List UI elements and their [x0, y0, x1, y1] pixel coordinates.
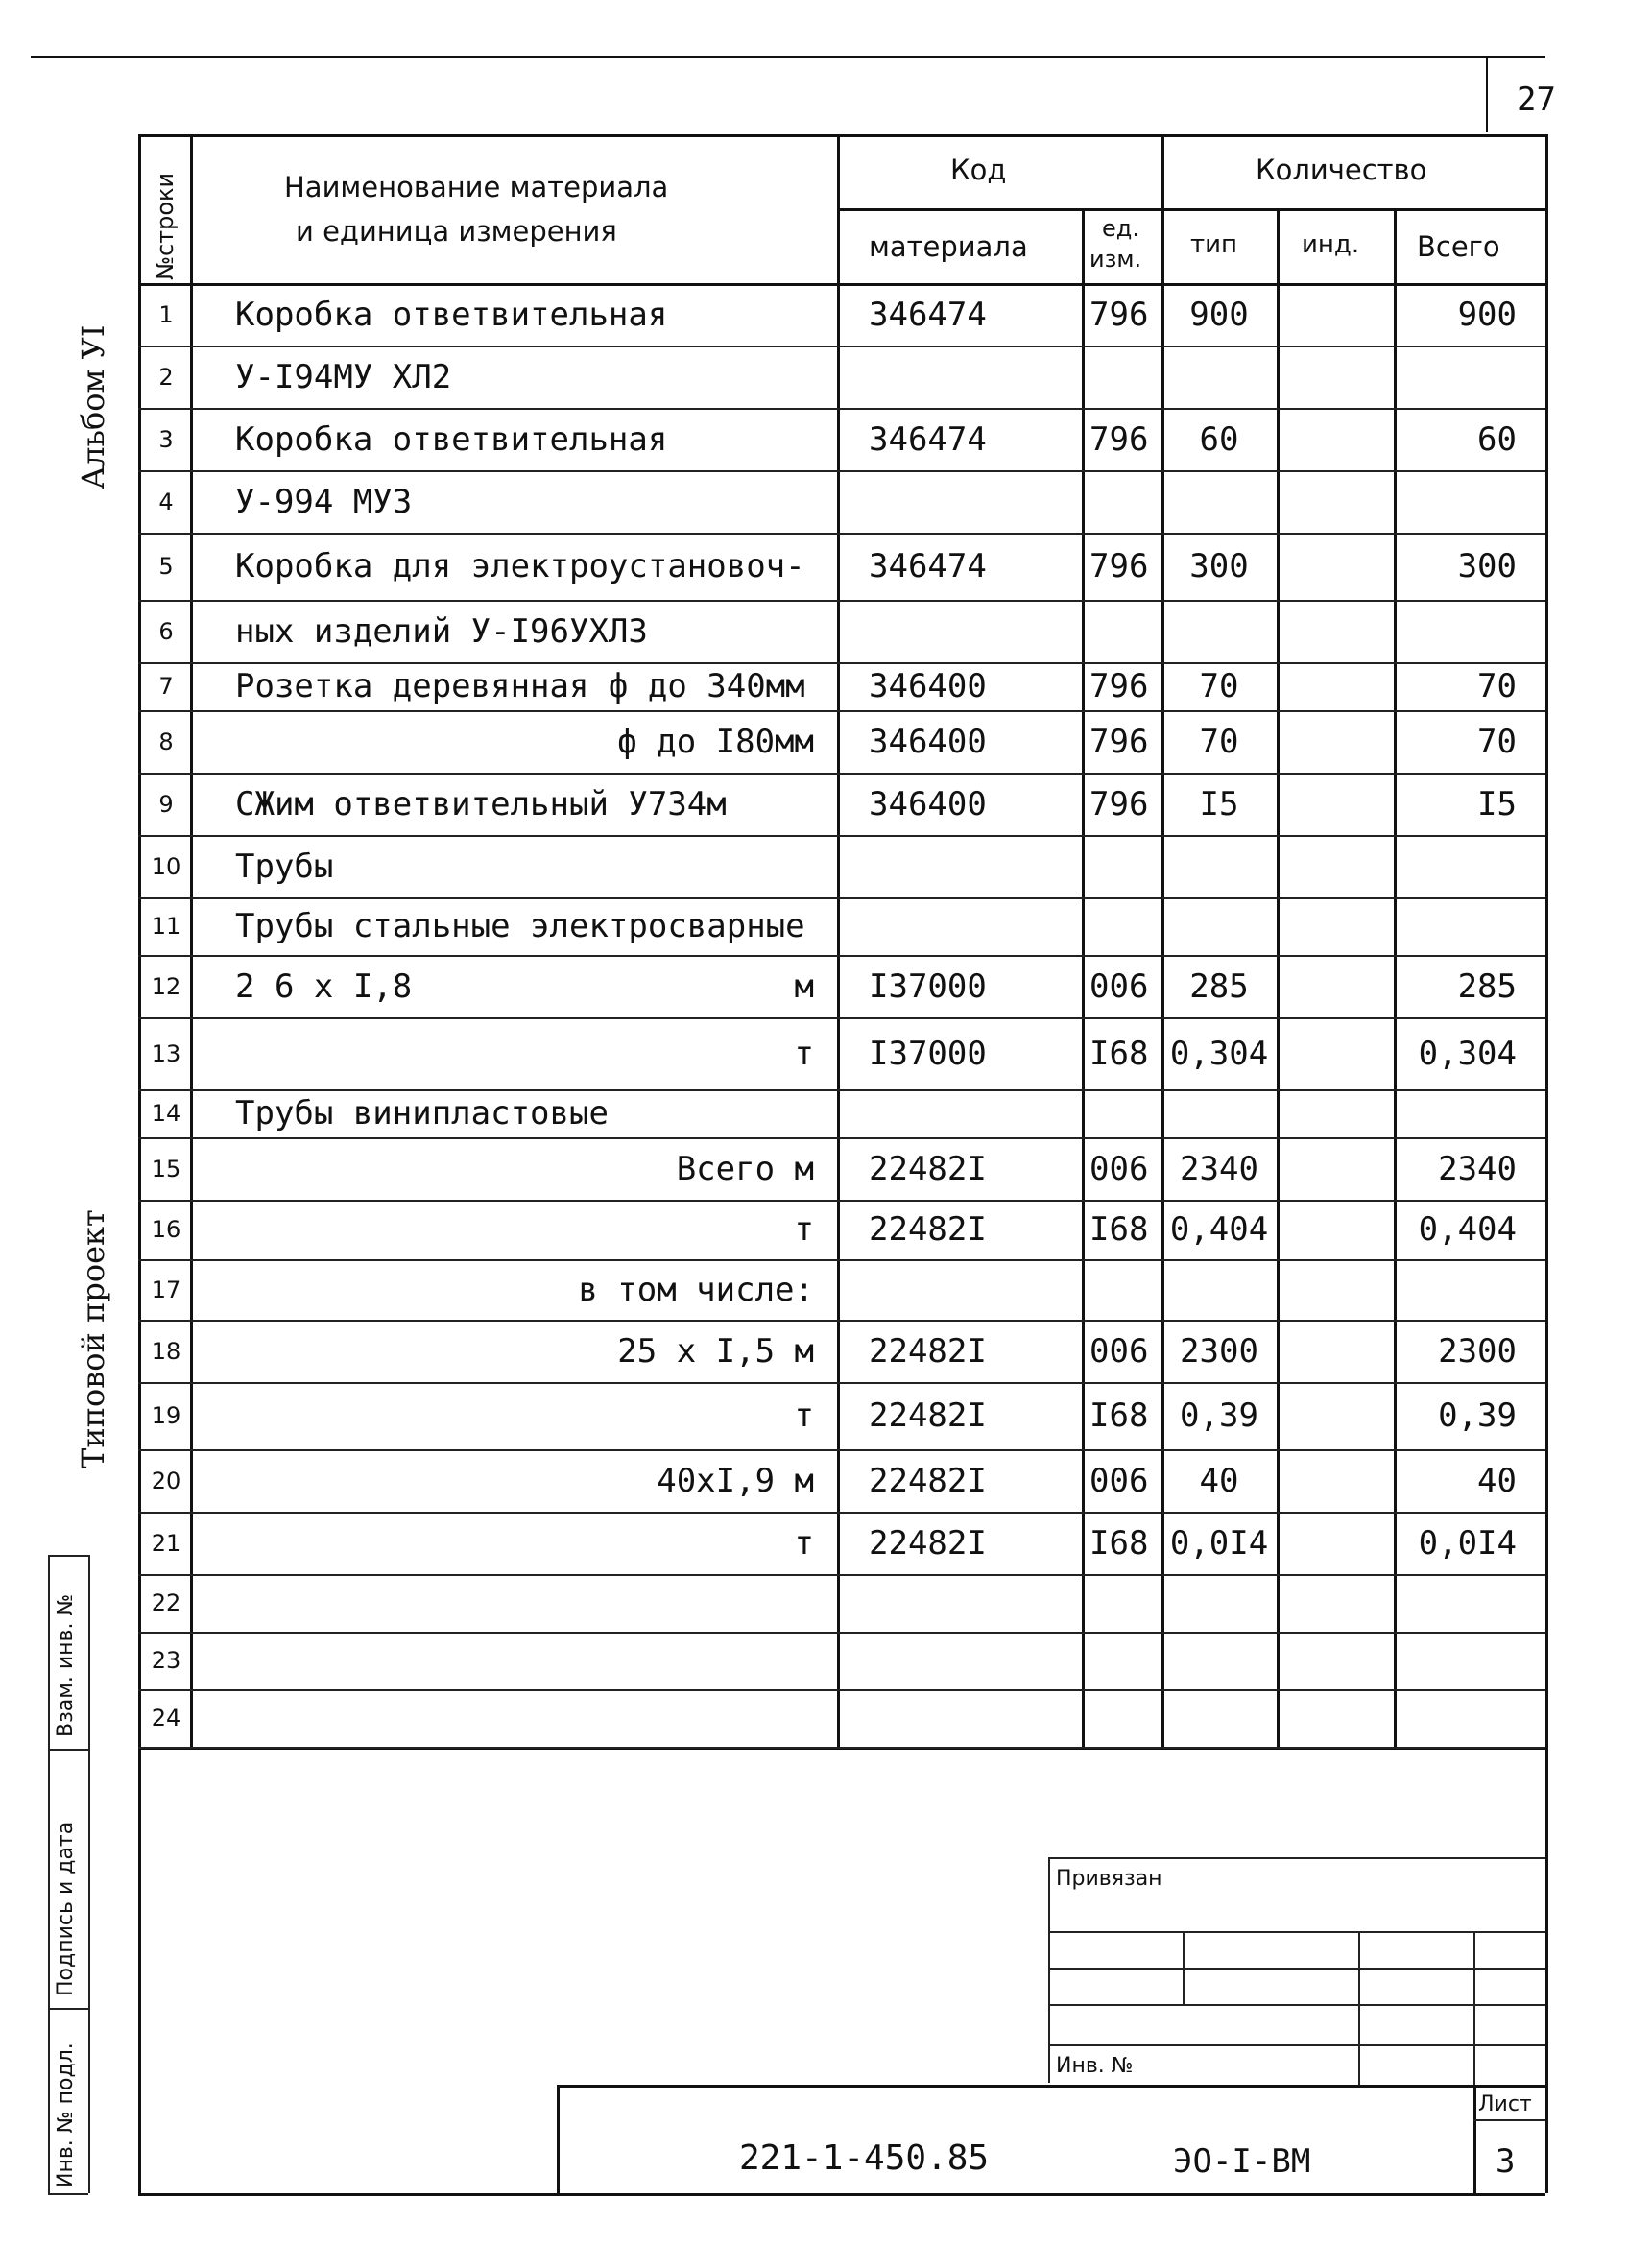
row-name-right: Всего м [676, 1149, 814, 1188]
row-number: 18 [151, 1337, 181, 1365]
row-number: 24 [151, 1705, 181, 1731]
stamp-grid-v2 [1358, 1931, 1360, 2085]
row-unit: 796 [1089, 667, 1149, 705]
stamp-sep-1 [48, 1555, 88, 1557]
row-tip: 70 [1199, 722, 1239, 761]
row-number: 10 [151, 852, 181, 880]
row-name-right: в том числе: [578, 1270, 814, 1309]
row-divider [138, 600, 1545, 602]
page-number: 27 [1517, 81, 1556, 119]
stamp-col-left [48, 1555, 50, 2193]
row-divider [138, 773, 1545, 775]
row-name-right: т [794, 1523, 814, 1563]
row-number: 13 [151, 1039, 181, 1067]
row-unit: I68 [1089, 1397, 1149, 1435]
stamp-grid-2 [1048, 1968, 1545, 1970]
row-number: 19 [151, 1402, 181, 1429]
row-name: СЖим ответвительный У734м [235, 784, 727, 824]
frame-right [1545, 134, 1548, 2193]
col-ind [1394, 208, 1397, 1747]
row-tip: 300 [1189, 547, 1249, 585]
stamp-label-3: Инв. № подл. [54, 2042, 78, 2188]
row-number: 12 [151, 972, 181, 1000]
row-unit: 796 [1089, 547, 1149, 585]
row-number: 11 [151, 913, 181, 940]
row-total: 70 [1477, 722, 1517, 761]
row-name-right: 40xI,9 м [657, 1461, 814, 1500]
row-code: 22482I [869, 1149, 987, 1188]
row-total: 2340 [1438, 1149, 1517, 1188]
row-number: 15 [151, 1155, 181, 1182]
album-label: Альбом УI [75, 324, 111, 489]
row-divider [138, 1689, 1545, 1691]
row-divider [138, 1089, 1545, 1091]
row-total: 60 [1477, 419, 1517, 459]
row-name: Трубы [235, 847, 334, 886]
row-code: I37000 [869, 967, 987, 1006]
col-name [837, 134, 840, 1747]
row-divider [138, 346, 1545, 347]
row-code: 22482I [869, 1397, 987, 1435]
header-ind: инд. [1302, 230, 1360, 259]
stamp-grid-v1 [1183, 1931, 1185, 2004]
row-total: 40 [1477, 1461, 1517, 1500]
row-tip: 0,304 [1169, 1034, 1269, 1073]
row-tip: 0,404 [1169, 1210, 1269, 1249]
row-divider [138, 1259, 1545, 1261]
header-quantity: Количество [1256, 154, 1427, 186]
sheet-label: Лист [1478, 2092, 1532, 2116]
header-mid [837, 208, 1545, 211]
stamp-sep-4 [48, 2193, 88, 2195]
row-code: 22482I [869, 1210, 987, 1249]
row-code: 346400 [869, 667, 987, 705]
row-code: 22482I [869, 1331, 987, 1371]
header-unit-2: изм. [1089, 246, 1142, 273]
row-code: 346474 [869, 547, 987, 585]
row-divider [138, 1320, 1545, 1322]
row-number: 14 [151, 1100, 181, 1127]
row-name-right: т [794, 1397, 814, 1435]
row-divider [138, 897, 1545, 899]
row-unit: 796 [1089, 295, 1149, 334]
header-bottom [138, 283, 1545, 286]
header-name-1: Наименование материала [284, 171, 669, 203]
row-tip: 40 [1199, 1461, 1239, 1500]
row-total: I5 [1477, 784, 1517, 824]
titleblock-sheet-sep [1473, 2085, 1476, 2193]
row-divider [138, 1017, 1545, 1019]
row-divider [138, 955, 1545, 957]
col-unit [1082, 208, 1085, 1747]
row-total: 285 [1457, 967, 1517, 1006]
stamp-grid-3 [1048, 2004, 1545, 2006]
row-name: 2 6 x I,8 [235, 967, 413, 1006]
row-number: 9 [158, 790, 174, 818]
row-divider [138, 710, 1545, 712]
header-total: Всего [1417, 230, 1500, 263]
row-total: 2300 [1438, 1331, 1517, 1371]
row-name: Коробка ответвительная [235, 419, 668, 459]
row-divider [138, 1747, 1545, 1749]
row-name-right: 25 x I,5 м [617, 1331, 814, 1371]
row-name: У-I94МУ ХЛ2 [235, 357, 452, 396]
row-name: Коробка для электроустановоч- [235, 547, 805, 585]
row-name: Розетка деревянная ф до 340мм [235, 667, 805, 705]
col-rownum [190, 134, 193, 1747]
row-divider [138, 1137, 1545, 1139]
row-name: У-994 МУЗ [235, 482, 413, 521]
row-unit: I68 [1089, 1034, 1149, 1073]
row-tip: 0,0I4 [1169, 1523, 1269, 1563]
row-divider [138, 1632, 1545, 1634]
frame-bottom [138, 2193, 1545, 2196]
row-number: 17 [151, 1276, 181, 1303]
row-name-right: т [794, 1210, 814, 1249]
row-divider [138, 408, 1545, 410]
row-divider [138, 1449, 1545, 1451]
row-number: 1 [158, 300, 174, 328]
row-number: 7 [158, 673, 174, 700]
row-code: 22482I [869, 1461, 987, 1500]
doc-number: 221-1-450.85 [739, 2138, 990, 2178]
row-name-right: т [794, 1034, 814, 1073]
row-unit: 796 [1089, 722, 1149, 761]
row-tip: 70 [1199, 667, 1239, 705]
row-number: 20 [151, 1467, 181, 1494]
row-number: 6 [158, 617, 174, 645]
row-number: 3 [158, 425, 174, 453]
row-code: 346400 [869, 784, 987, 824]
row-code: 346474 [869, 419, 987, 459]
titleblock-left [557, 2085, 560, 2193]
row-tip: 285 [1189, 967, 1249, 1006]
row-number: 5 [158, 553, 174, 580]
stamp-label-2: Подпись и дата [54, 1821, 78, 1996]
row-divider [138, 1574, 1545, 1576]
row-total: 0,0I4 [1418, 1523, 1517, 1563]
row-tip: 900 [1189, 295, 1249, 334]
row-code: 346400 [869, 722, 987, 761]
row-name: ных изделий У-I96УХЛЗ [235, 611, 648, 651]
row-divider [138, 662, 1545, 664]
titleblock-sheet-line [1473, 2119, 1545, 2121]
row-divider [138, 835, 1545, 837]
row-tip: I5 [1199, 784, 1239, 824]
row-total: 300 [1457, 547, 1517, 585]
stamp-linked: Привязан [1056, 1867, 1162, 1891]
row-number: 16 [151, 1216, 181, 1243]
stamp-sep-2 [48, 1749, 88, 1751]
project-label: Типовой проект [75, 1209, 111, 1468]
row-divider [138, 1382, 1545, 1384]
frame-left [138, 134, 141, 2193]
row-total: 900 [1457, 295, 1517, 334]
row-name: Трубы стальные электросварные [235, 907, 805, 945]
row-unit: I68 [1089, 1210, 1149, 1249]
row-tip: 2340 [1180, 1149, 1258, 1188]
row-total: 0,404 [1418, 1210, 1517, 1249]
stamp-col-right [88, 1555, 90, 2193]
sheet-number: 3 [1496, 2142, 1516, 2181]
row-name: Коробка ответвительная [235, 295, 668, 334]
row-divider [138, 533, 1545, 535]
stamp-grid-1 [1048, 1931, 1545, 1933]
row-number: 23 [151, 1647, 181, 1674]
header-code: Код [950, 154, 1007, 186]
row-number: 21 [151, 1529, 181, 1557]
frame-top [138, 134, 1545, 137]
stamp-top [1048, 1857, 1545, 1859]
row-number: 2 [158, 363, 174, 391]
row-unit: 006 [1089, 1461, 1149, 1500]
row-name-right: ф до I80мм [617, 722, 814, 761]
row-code: 22482I [869, 1523, 987, 1563]
header-name-2: и единица измерения [296, 215, 617, 248]
page-number-box [1486, 56, 1488, 132]
row-unit: 006 [1089, 1331, 1149, 1371]
row-number: 4 [158, 488, 174, 515]
stamp-sep-3 [48, 2008, 88, 2010]
row-total: 0,39 [1438, 1397, 1517, 1435]
row-unit: 796 [1089, 419, 1149, 459]
row-code: I37000 [869, 1034, 987, 1073]
row-total: 0,304 [1418, 1034, 1517, 1073]
stamp-grid-4 [1048, 2044, 1545, 2046]
row-name-right: м [794, 967, 814, 1006]
col-code-end [1161, 134, 1164, 1747]
row-name: Трубы винипластовые [235, 1094, 609, 1133]
row-unit: 796 [1089, 784, 1149, 824]
row-code: 346474 [869, 295, 987, 334]
doc-code: ЭО-I-ВМ [1173, 2142, 1311, 2181]
top-rule [31, 56, 1545, 58]
row-divider [138, 470, 1545, 472]
col-tip [1277, 208, 1280, 1747]
row-divider [138, 1512, 1545, 1514]
stamp-label-1: Взам. инв. № [54, 1593, 78, 1737]
row-tip: 60 [1199, 419, 1239, 459]
row-tip: 0,39 [1180, 1397, 1258, 1435]
titleblock-top [557, 2085, 1545, 2088]
row-tip: 2300 [1180, 1331, 1258, 1371]
row-total: 70 [1477, 667, 1517, 705]
header-material: материала [869, 230, 1028, 263]
row-unit: 006 [1089, 967, 1149, 1006]
header-unit-1: ед. [1102, 215, 1139, 242]
row-unit: 006 [1089, 1149, 1149, 1188]
row-divider [138, 1200, 1545, 1202]
header-type: тип [1190, 230, 1238, 259]
row-unit: I68 [1089, 1523, 1149, 1563]
stamp-grid-v3 [1473, 1931, 1475, 2085]
row-number: 8 [158, 728, 174, 755]
row-number: 22 [151, 1589, 181, 1616]
header-row-no: №строки [152, 172, 179, 280]
stamp-vleft [1048, 1857, 1050, 2083]
stamp-inv-no: Инв. № [1056, 2054, 1134, 2078]
